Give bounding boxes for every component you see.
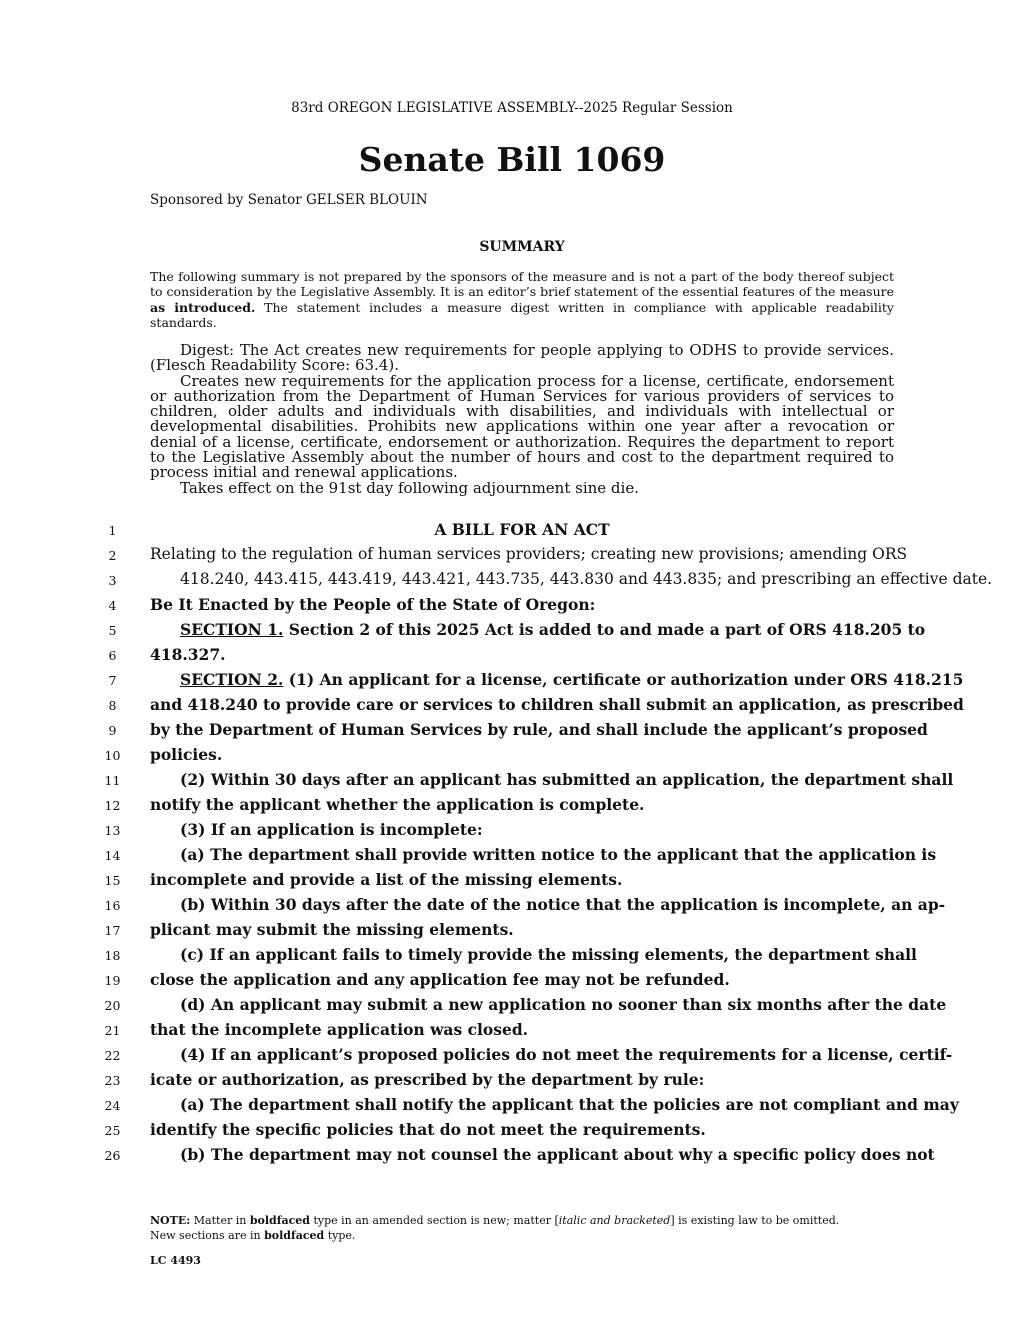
line-number: 9 [108,723,117,738]
relating-clause: 418.240, 443.415, 443.419, 443.421, 443.735, 443.830 and 443.835; and prescribing an effective date. [180,570,993,588]
line-number: 11 [104,773,121,788]
act-heading: A BILL FOR AN ACT [434,520,610,539]
line-number: 12 [104,798,121,813]
bill-line: plicant may submit the missing elements. [150,920,514,939]
line-number: 14 [104,848,121,863]
note-italic: italic and bracketed [558,1214,671,1227]
line-number: 24 [104,1098,121,1113]
line-number: 6 [108,648,117,663]
line-number: 8 [108,698,117,713]
bill-line: (4) If an applicant’s proposed policies do not meet the requirements for a license, certif- [180,1045,953,1064]
digest-block [150,343,894,496]
digest-paragraph: Takes effect on the 91st day following adjournment sine die. [180,478,639,497]
bill-line: that the incomplete application was closed. [150,1020,529,1039]
section-2-text: (1) An applicant for a license, certificate or authorization under ORS 418.215 [288,670,964,689]
note-bold: boldfaced [249,1214,310,1227]
summary-text-part: The following summary is not prepared by the sponsors of the measure and is not a part of the body thereof subject to consideration by the Legislative Assembly. It is an editor’s brief statement of the essential features of the measure [150,269,894,300]
digest-paragraph: Creates new requirements for the application process for a license, certificate, endorsement or authorization from the Department of Human Services for various providers of services to children, older adults and individuals with disabilities, and individuals with intellectual or developmental disabilities. Prohibits new applications within one year after a revocation or denial of a license, certificate, endorsement or authorization. Requires the department to report to the Legislative Assembly about the number of hours and cost to the department required to process initial and renewal applications. [150,371,894,482]
note-text: type in an amended section is new; matter [ [309,1214,559,1227]
line-number: 26 [104,1148,121,1163]
note-label: NOTE: [150,1214,191,1227]
bill-line: (a) The department shall provide written notice to the applicant that the application is [180,845,937,864]
bill-line: (b) Within 30 days after the date of the notice that the application is incomplete, an ap- [180,895,946,914]
bill-line: (a) The department shall notify the applicant that the policies are not compliant and may [180,1095,959,1114]
footer-note [150,1213,894,1243]
bill-line: (b) The department may not counsel the applicant about why a specific policy does not [180,1145,935,1164]
line-number: 7 [108,673,117,688]
line-number: 21 [104,1023,121,1038]
bill-line: (c) If an applicant fails to timely provide the missing elements, the department shall [180,945,917,964]
bill-line: by the Department of Human Services by rule, and shall include the applicant’s proposed [150,720,928,739]
note-text: New sections are in [150,1229,265,1242]
line-number: 2 [108,548,117,563]
note-text: type. [324,1229,356,1242]
line-number: 16 [104,898,121,913]
line-number: 5 [108,623,117,638]
relating-clause: Relating to the regulation of human services providers; creating new provisions; amending ORS [150,545,908,563]
bill-line: incomplete and provide a list of the missing elements. [150,870,623,889]
summary-bold-phrase: as introduced. [150,299,256,315]
bill-line: icate or authorization, as prescribed by the department by rule: [150,1070,705,1089]
digest-paragraph: Digest: The Act creates new requirements for people applying to ODHS to provide services. (Flesch Readability Score: 63.4). [150,341,894,375]
enacting-clause: Be It Enacted by the People of the State of Oregon: [150,595,596,614]
sponsor-line: Sponsored by Senator GELSER BLOUIN [150,192,428,208]
bill-line: notify the applicant whether the application is complete. [150,795,645,814]
summary-heading: SUMMARY [479,239,565,255]
line-number: 22 [104,1048,121,1063]
section-1-label: SECTION 1. [180,620,284,639]
line-number: 25 [104,1123,121,1138]
line-number: 10 [104,748,121,763]
line-number: 13 [104,823,121,838]
session-header: 83rd OREGON LEGISLATIVE ASSEMBLY--2025 Regular Session [291,100,733,116]
line-number: 18 [104,948,121,963]
lc-number: LC 4493 [150,1254,201,1267]
summary-text [150,269,894,331]
note-text: Matter in [190,1214,250,1227]
section-1-text: Section 2 of this 2025 Act is added to and made a part of ORS 418.205 to [288,620,926,639]
section-1-line [150,620,926,639]
note-bold: boldfaced [264,1229,325,1242]
bill-line: (d) An applicant may submit a new application no sooner than six months after the date [180,995,947,1014]
bill-line: (3) If an application is incomplete: [180,820,483,839]
bill-line: close the application and any application fee may not be refunded. [150,970,730,989]
bill-line: (2) Within 30 days after an applicant has submitted an application, the department shall [180,770,954,789]
line-number: 3 [108,573,117,588]
section-2-line [150,670,964,689]
section-2-label: SECTION 2. [180,670,284,689]
bill-line: and 418.240 to provide care or services to children shall submit an application, as prescribed [150,695,964,714]
summary-text-part: The statement includes a measure digest written in compliance with applicable readability standards. [150,299,894,331]
bill-line: policies. [150,745,223,764]
line-number: 20 [104,998,121,1013]
bill-title: Senate Bill 1069 [358,140,666,179]
line-number: 19 [104,973,121,988]
line-number: 17 [104,923,121,938]
note-text: ] is existing law to be omitted. [670,1214,840,1227]
bill-line: 418.327. [150,645,226,664]
line-number: 15 [104,873,121,888]
bill-line: identify the specific policies that do not meet the requirements. [150,1120,706,1139]
line-number: 23 [104,1073,121,1088]
line-number: 1 [108,523,117,538]
line-number: 4 [108,598,117,613]
